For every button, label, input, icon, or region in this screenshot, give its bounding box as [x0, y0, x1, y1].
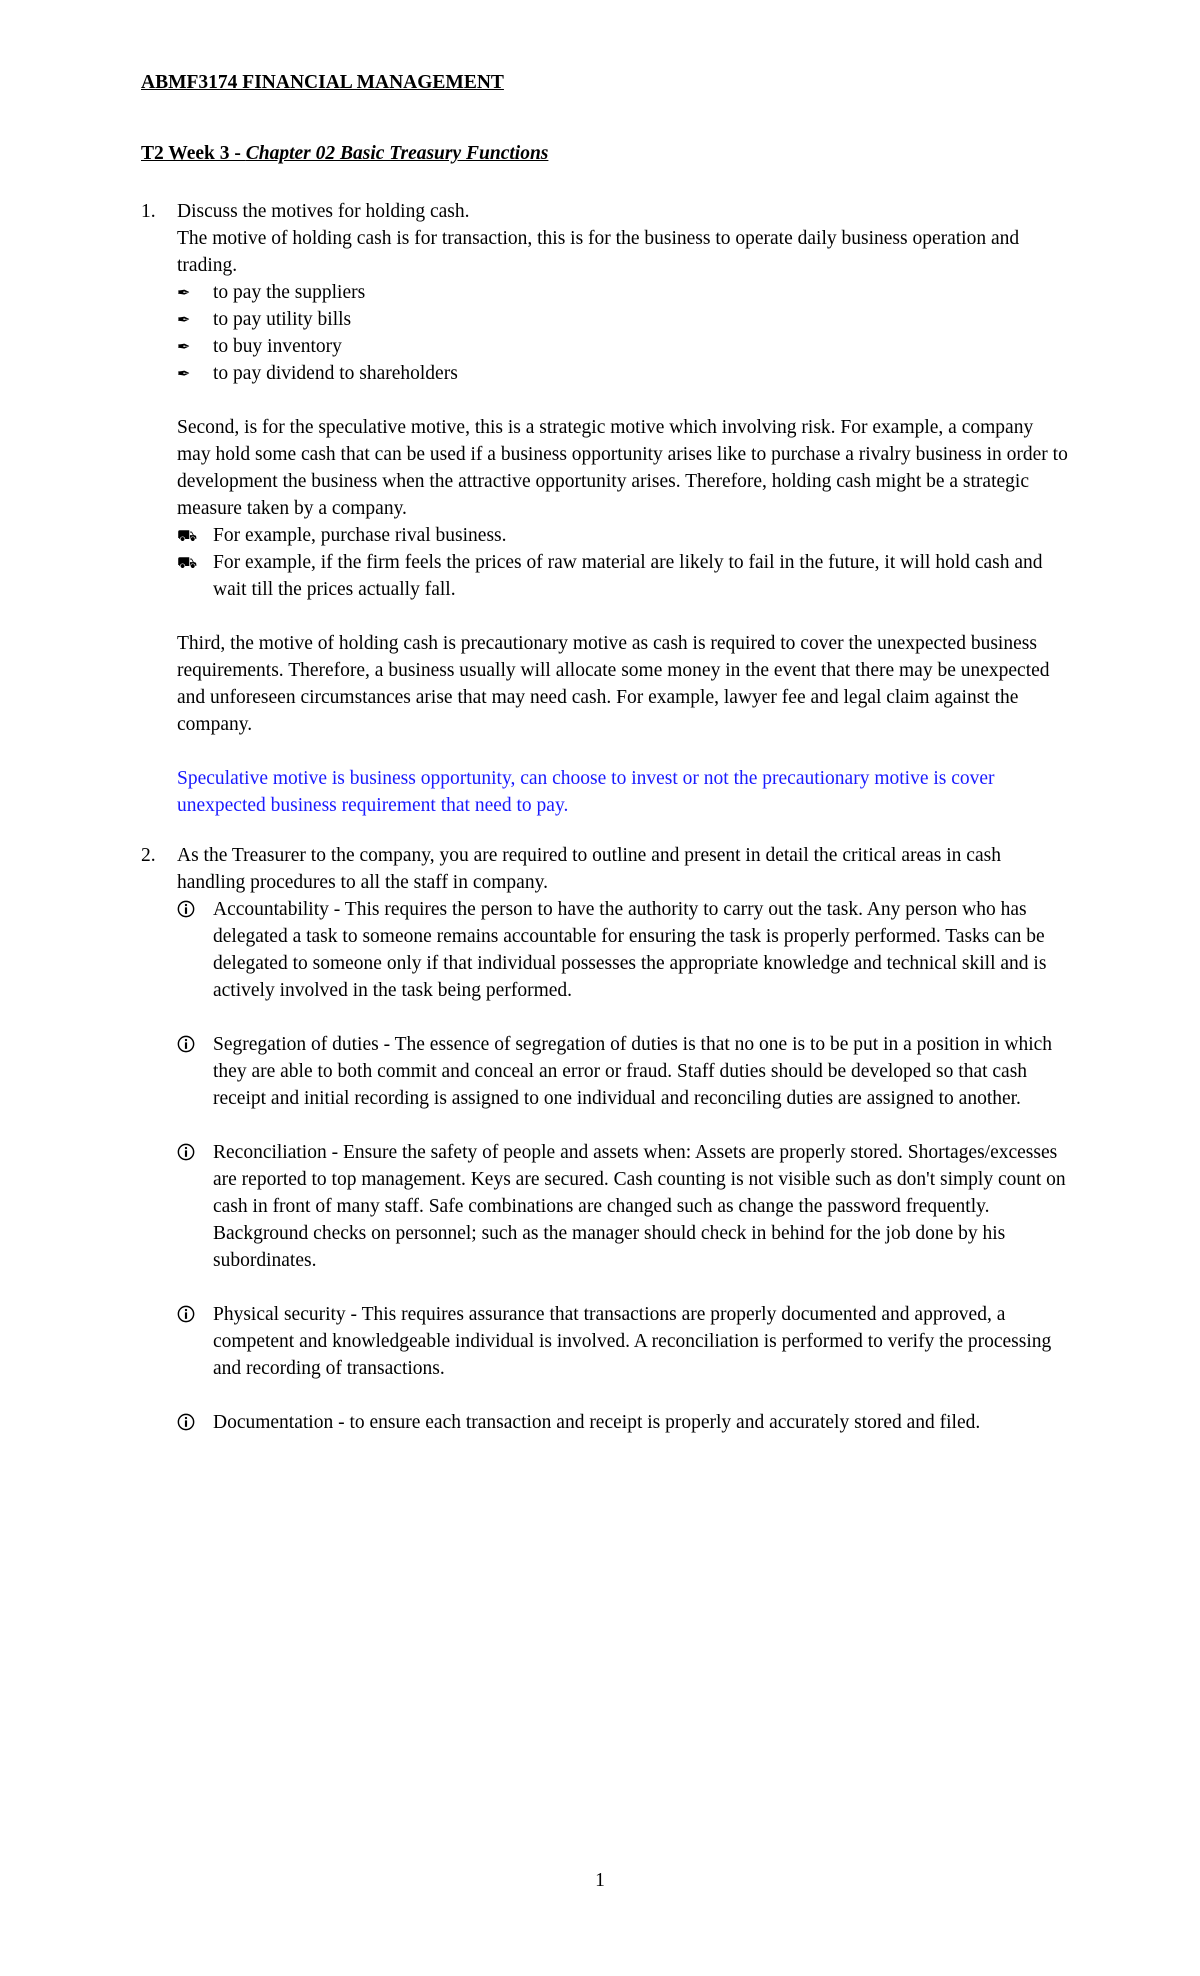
- pen-nib-icon: ✒: [177, 364, 191, 383]
- list-item: ✒ to pay dividend to shareholders: [177, 360, 1071, 387]
- list-item: ✒ to buy inventory: [177, 333, 1071, 360]
- list-item: [177, 1031, 1071, 1112]
- info-circle-icon: [177, 1305, 195, 1323]
- list-item: [177, 1409, 1071, 1436]
- info-circle-icon: [177, 1413, 195, 1431]
- week-chapter-heading: [141, 143, 548, 165]
- documentation-text: Documentation - to ensure each transaction and receipt is properly and accurately stored and filed.: [213, 1412, 981, 1433]
- question-1-text: Discuss the motives for holding cash.: [177, 201, 470, 222]
- transaction-list: [177, 279, 1071, 387]
- list-item: ✒ to pay the suppliers: [177, 279, 1071, 306]
- truck-icon: ⛟: [177, 526, 198, 545]
- list-item: [177, 896, 1071, 1004]
- speculative-motive-text: Second, is for the speculative motive, this is a strategic motive which involving risk. For example, a company may hold some cash that can be used if a business opportunity arises like to purchase a rivalry business in order to development the business when the attractive opportunity arises. Therefore, holding cash might be a strategic measure taken by a company.: [177, 417, 1068, 519]
- transaction-motive-text: The motive of holding cash is for transaction, this is for the business to operate daily business operation and trading.: [177, 228, 1020, 276]
- list-item: [177, 1301, 1071, 1382]
- course-title: ABMF3174 FINANCIAL MANAGEMENT: [141, 72, 504, 93]
- question-2-number: 2.: [141, 845, 156, 866]
- speculative-list: [177, 522, 1071, 603]
- question-2: [141, 842, 1071, 1436]
- precautionary-motive-text: Third, the motive of holding cash is precautionary motive as cash is required to cover the unexpected business requirements. Therefore, a business usually will allocate some money in the event that there may be unexpected and unforeseen circumstances arise that may need cash. For example, lawyer fee and legal claim against the company.: [177, 633, 1050, 735]
- week-label: T2 Week 3 -: [141, 143, 246, 164]
- accountability-text: Accountability - This requires the person to have the authority to carry out the task. Any person who has delegated a task to someone remains accountable for ensuring the task is properly performed. Tasks can be delegated to someone only if that individual possesses the appropriate knowledge and technical skill and is actively involved in the task being performed.: [213, 899, 1047, 1001]
- chapter-title: Chapter 02 Basic Treasury Functions: [245, 143, 549, 164]
- info-circle-icon: [177, 1035, 195, 1053]
- page-number: 1: [595, 1870, 605, 1891]
- highlighted-note: Speculative motive is business opportunity, can choose to invest or not the precautionary motive is cover unexpected business requirement that need to pay.: [177, 768, 995, 816]
- segregation-text: Segregation of duties - The essence of segregation of duties is that no one is to be put in a position in which they are able to both commit and conceal an error or fraud. Staff duties should be developed so that cash receipt and initial recording is assigned to one individual and reconciling duties are assigned to another.: [213, 1034, 1053, 1109]
- pen-nib-icon: ✒: [177, 283, 191, 302]
- info-circle-icon: [177, 1143, 195, 1161]
- physical-security-text: Physical security - This requires assurance that transactions are properly documented and approved, a competent and knowledgeable individual is involved. A reconciliation is performed to verify the processing and recording of transactions.: [213, 1304, 1052, 1379]
- pen-nib-icon: ✒: [177, 337, 191, 356]
- reconciliation-text: Reconciliation - Ensure the safety of people and assets when: Assets are properly stored. Shortages/excesses are reported to top management. Keys are secured. Cash counting is not visible such as don't simply count on cash in front of many staff. Safe combinations are changed such as change the password frequently. Background checks on personnel; such as the manager should check in behind for the job done by his subordinates.: [213, 1142, 1066, 1271]
- truck-icon: ⛟: [177, 553, 198, 572]
- list-item: ✒ to pay utility bills: [177, 306, 1071, 333]
- question-2-text: As the Treasurer to the company, you are required to outline and present in detail the critical areas in cash handling procedures to all the staff in company.: [177, 845, 1001, 893]
- question-1-number: 1.: [141, 201, 156, 222]
- pen-nib-icon: ✒: [177, 310, 191, 329]
- list-item: ⛟ For example, if the firm feels the prices of raw material are likely to fail in the future, it will hold cash and wait till the prices actually fall.: [177, 549, 1071, 603]
- info-circle-icon: [177, 900, 195, 918]
- question-1: [141, 198, 1071, 819]
- list-item: [177, 1139, 1071, 1274]
- list-item: ⛟ For example, purchase rival business.: [177, 522, 1071, 549]
